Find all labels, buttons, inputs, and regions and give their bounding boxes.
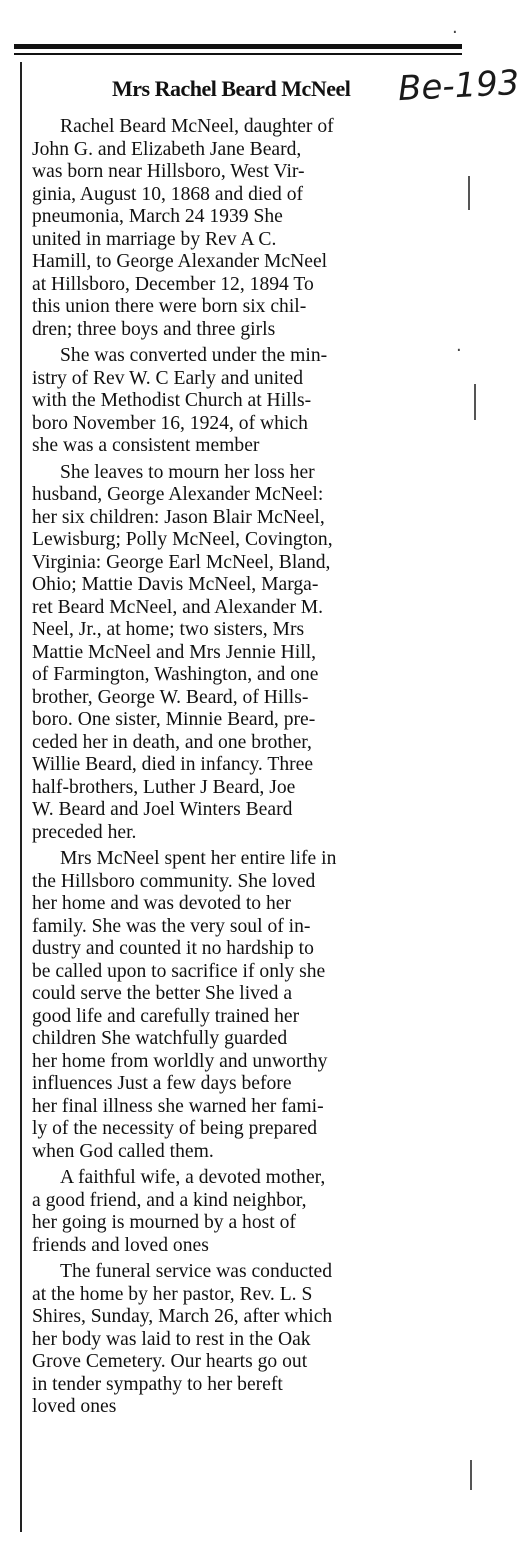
scan-speck: · — [452, 22, 458, 43]
handwritten-catalog-note: Be-193 — [397, 62, 521, 110]
scan-speck: · — [456, 340, 462, 361]
scan-edge-mark — [474, 384, 476, 420]
paragraph-survivors: She leaves to mourn her loss her husband, George Alexander McNeel: her six children: Jason Blair McNeel, Lewisburg; Polly McNeel, Covington, Virginia: George Earl McNeel, Bland, Ohio; Mattie Davis McNeel, Marga- ret Beard McNeel, and Alexander M. Neel, Jr., at home; two sisters, Mrs Mattie McNeel and Mrs Jennie Hill, of Farmington, Washington, and one brother, George W. Beard, of Hills- boro. One sister, Minnie Beard, pre- ceded her in death, and one brother, Willie Beard, died in infancy. Three half-brothers, Luther J Beard, Joe W. Beard and Joel Winters Beard preceded her. — [32, 461, 333, 843]
obituary-article — [32, 116, 466, 1423]
paragraph-conversion: She was converted under the min- istry of Rev W. C Early and united with the Methodist Church at Hills- boro November 16, 1924, of which she was a consistent member — [32, 345, 328, 456]
paragraph-funeral: The funeral service was conducted at the home by her pastor, Rev. L. S Shires, Sunday, March 26, after which her body was laid to rest in the Oak Grove Cemetery. Our hearts go out in tender sympathy to her bereft loved ones — [32, 1261, 333, 1417]
masthead-rule-thin — [14, 53, 462, 55]
paragraph-character: Mrs McNeel spent her entire life in the Hillsboro community. She loved her home and was devoted to her family. She was the very soul of in- dustry and counted it no hardship to be called upon to sacrifice if only she could serve the better She lived a good life and carefully trained her children She watchfully guarded her home from worldly and unworthy influences Just a few days before her final illness she warned her fami- ly of the necessity of being prepared when God called them. — [32, 848, 337, 1162]
headline-block — [30, 62, 521, 116]
scan-edge-mark — [468, 176, 470, 210]
paragraph-tribute: A faithful wife, a devoted mother, a good friend, and a kind neighbor, her going is mourned by a host of friends and loved ones — [32, 1167, 326, 1256]
masthead-rule-thick — [14, 44, 462, 49]
obituary-headline: Mrs Rachel Beard McNeel — [112, 76, 351, 101]
scan-edge-mark — [470, 1460, 472, 1490]
column-left-border — [20, 62, 22, 1532]
paragraph-family-and-marriage: Rachel Beard McNeel, daughter of John G. and Elizabeth Jane Beard, was born near Hillsboro, West Vir- ginia, August 10, 1868 and died of pneumonia, March 24 1939 She united in marriage by Rev A C. Hamill, to George Alexander McNeel at Hillsboro, December 12, 1894 To this union there were born six chil- dren; three boys and three girls — [32, 116, 334, 340]
